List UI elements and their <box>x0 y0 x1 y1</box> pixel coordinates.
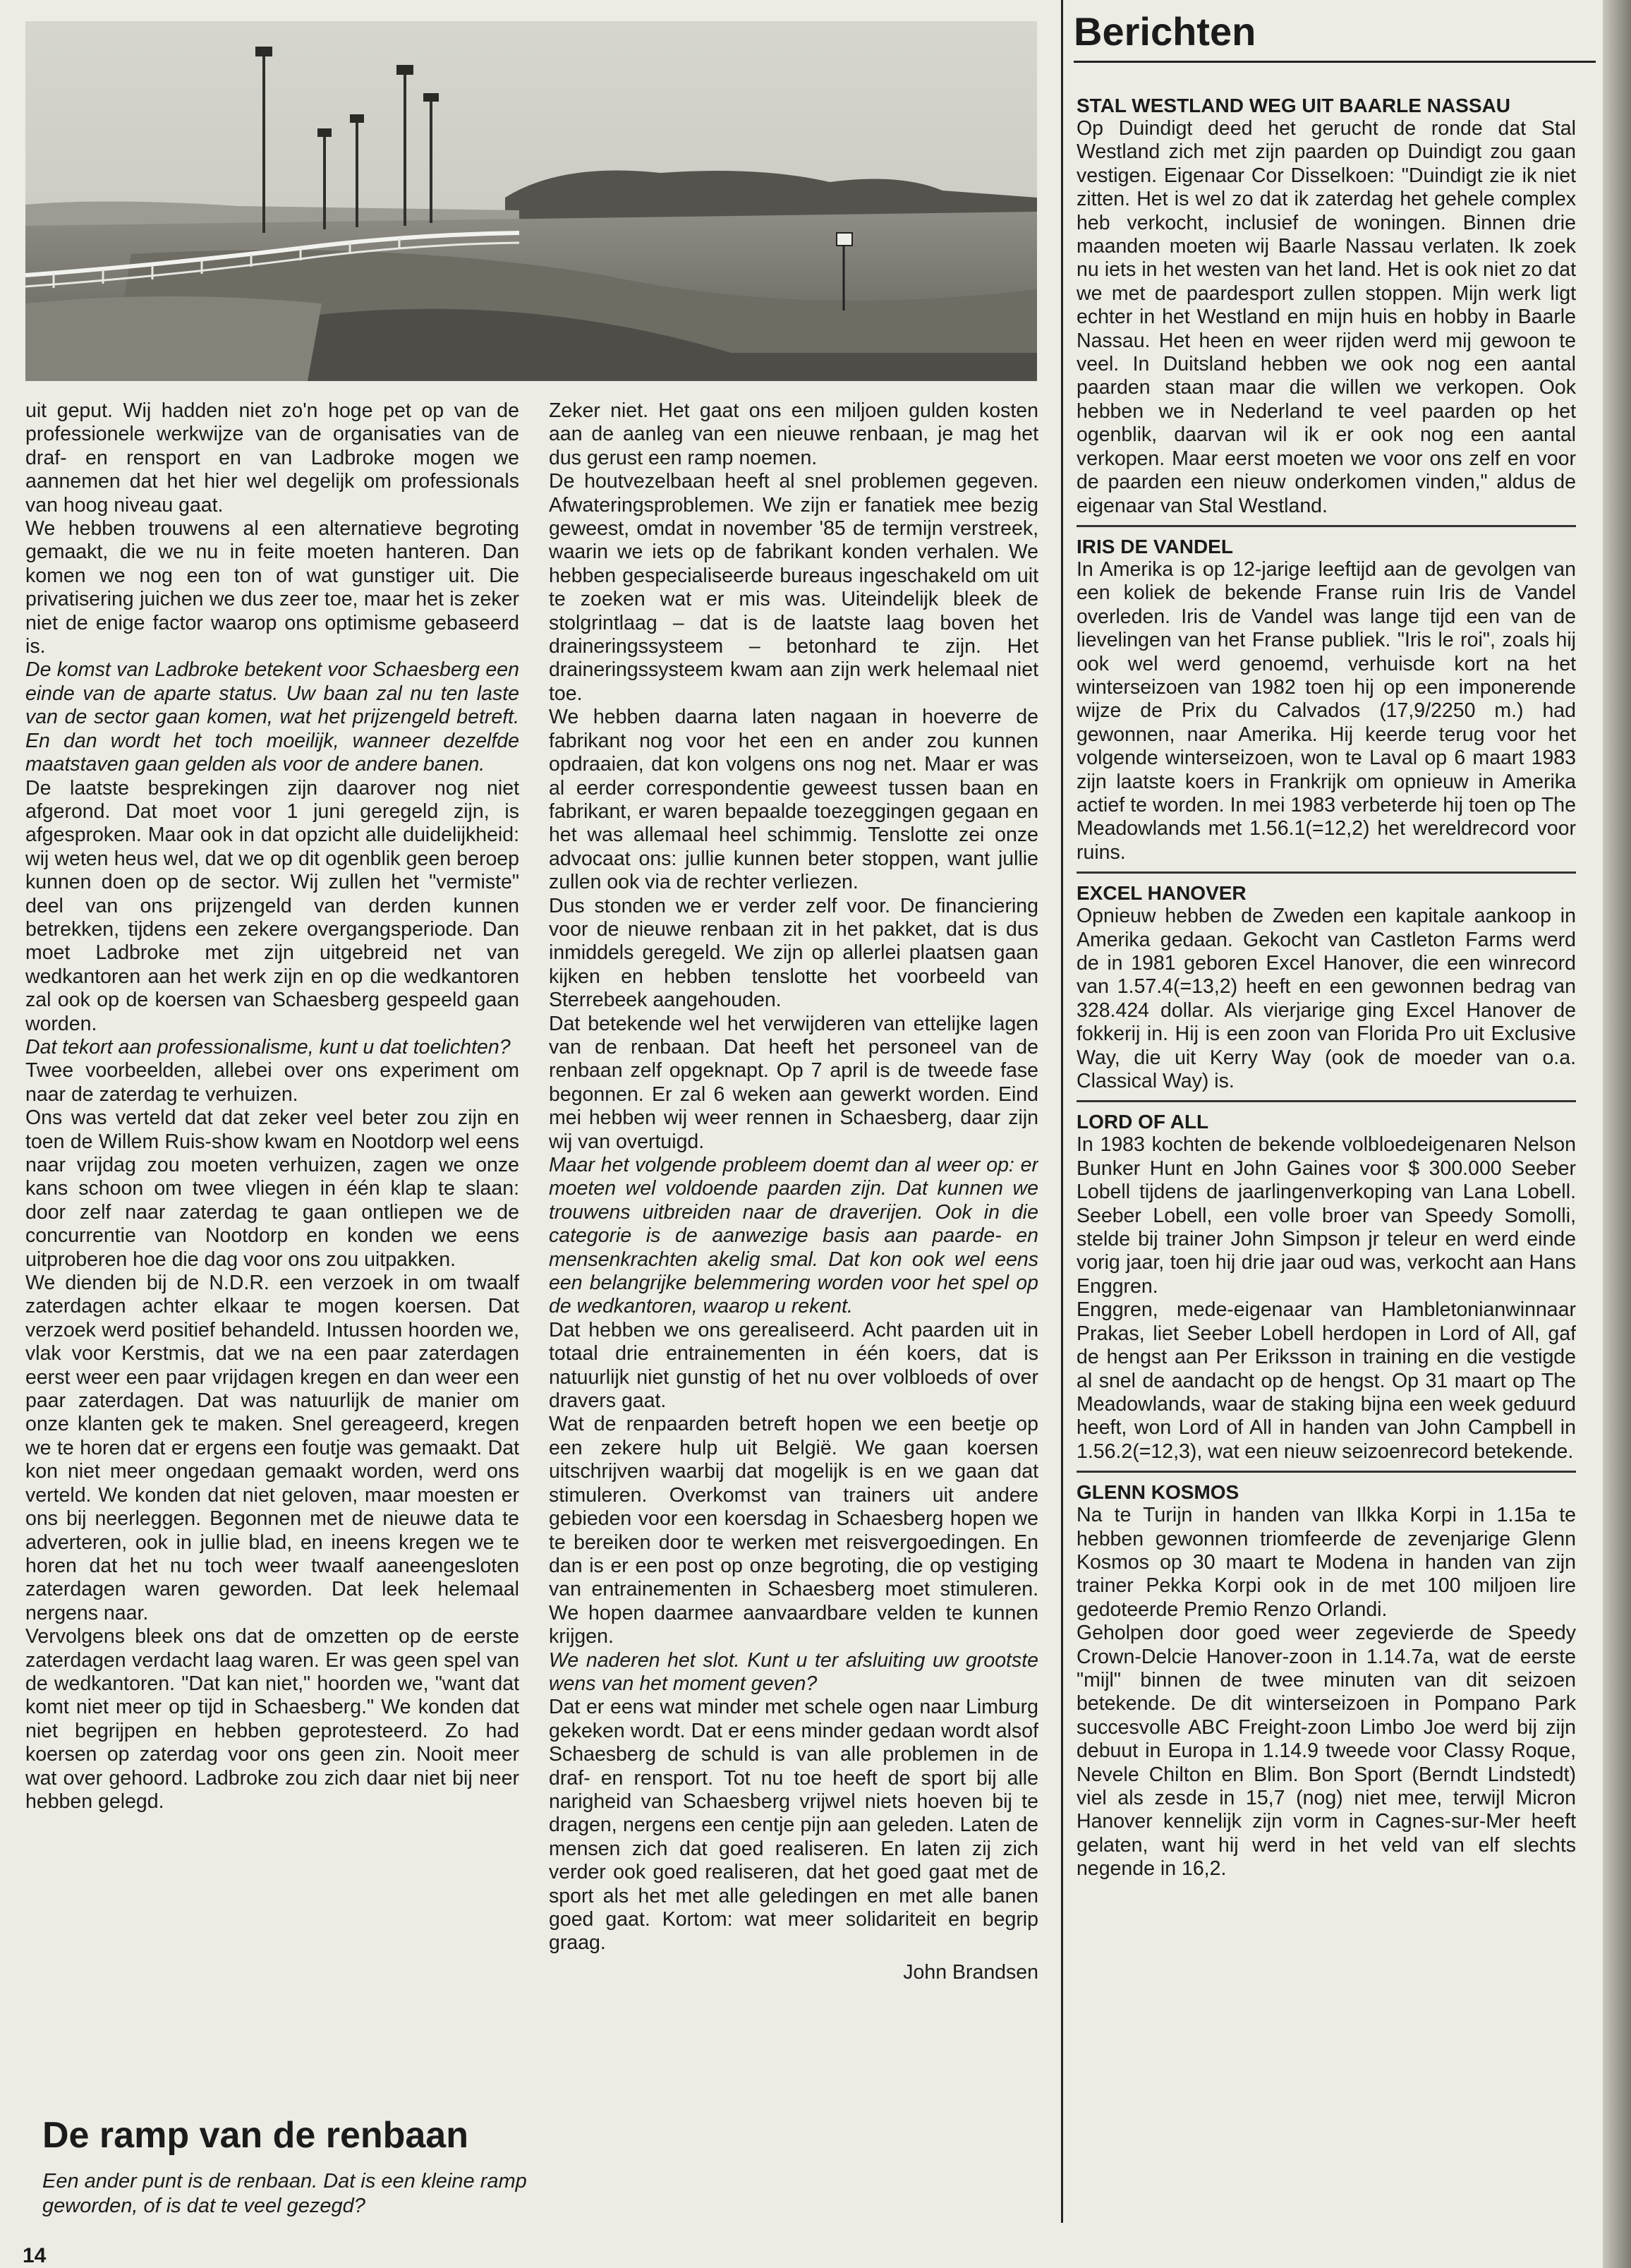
article-column-1 <box>25 399 519 2077</box>
news-heading: STAL WESTLAND WEG UIT BAARLE NASSAU <box>1077 95 1510 116</box>
page-number: 14 <box>23 2244 47 2267</box>
article-paragraph: We hebben trouwens al een alternatieve begroting gemaakt, die we nu in feite moeten hanteren. Dan komen we nog een ton of wat gunstiger uit. Die privatisering juichen we dus zeer toe, maar het is zeker niet de enige factor waarop ons optimisme gebaseerd is. <box>25 517 519 658</box>
article-paragraph: Dus stonden we er verder zelf voor. De financiering voor de nieuwe renbaan zit in het pakket, dat is dus inmiddels geregeld. We zijn op allerlei plaatsen gaan kijken en hebben tenslotte het voorbeeld van Sterrebeek aangehouden. <box>549 894 1038 1012</box>
article-paragraph: We hebben daarna laten nagaan in hoeverre de fabrikant nog voor het een en ander zou kunnen opdraaien, dat kon volgens ons nog net. Maar er was al eerder correspondentie geweest tussen baan en fabrikant, er waren bepaalde toezeggingen gegaan en het was allemaal heel schimmig. Tenslotte zei onze advocaat ons: jullie kunnen beter stoppen, want jullie zullen ook via de rechter verliezen. <box>549 706 1038 894</box>
news-column <box>1077 95 1576 2212</box>
section-heading: De ramp van de renbaan <box>42 2115 468 2156</box>
news-heading: GLENN KOSMOS <box>1077 1481 1239 1504</box>
news-heading: IRIS DE VANDEL <box>1077 535 1233 557</box>
news-divider <box>1077 1471 1576 1473</box>
article-paragraph: Vervolgens bleek ons dat de omzetten op de eerste zaterdagen verdacht laag waren. Er was geen spel van de wedkantoren. "Dat kan niet," hoorden we, "want dat komt niet meer op tijd in Schaesberg." We konden dat niet begrijpen en hebben geprotesteerd. Zo had koersen op zaterdag voor ons geen zin. Nooit meer wat over gehoord. Ladbroke zou zich daar niet bij neer hebben gelegd. <box>25 1625 519 1813</box>
author-signature: John Brandsen <box>903 1960 1038 1984</box>
interview-question: De komst van Ladbroke betekent voor Schaesberg een einde van de aparte status. Uw baan zal nu ten laste van de sector gaan komen, wat het prijzengeld betreft. En dan wordt het toch moeilijk, wanneer dezelfde maatstaven gaan gelden als voor de andere banen. <box>25 658 519 776</box>
section-lead: Een ander punt is de renbaan. Dat is een kleine ramp geworden, of is dat te veel gezegd? <box>42 2170 527 2217</box>
news-divider <box>1077 525 1576 527</box>
article-column-2 <box>549 399 1038 2206</box>
sidebar-title: Berichten <box>1074 9 1256 54</box>
news-divider <box>1077 1100 1576 1102</box>
news-paragraph: Na te Turijn in handen van Ilkka Korpi in 1.15a te hebben gewonnen triomfeerde de zevenjarige Glenn Kosmos op 30 maart te Modena in handen van zijn trainer Pekka Korpi ook in de met 100 miljoen lire gedoteerde Premio Renzo Orlandi. <box>1077 1504 1576 1621</box>
interview-question: We naderen het slot. Kunt u ter afsluiting uw grootste wens van het moment geven? <box>549 1648 1038 1695</box>
interview-question: Maar het volgende probleem doemt dan al weer op: er moeten wel voldoende paarden zijn. Dat kunnen we trouwens uitbreiden naar de draverijen. Ook in die categorie is de aanwezige basis aan paarde- en mensenkrachten akelig smal. Dat kon ook wel eens een belangrijke belemmering worden voor het spel op de wedkantoren, waarop u rekent. <box>549 1154 1038 1318</box>
sidebar-title-rule <box>1074 61 1596 63</box>
article-paragraph: uit geput. Wij hadden niet zo'n hoge pet op van de professionele werkwijze van de organisaties van de draf- en rensport en van Ladbroke mogen we aannemen dat het hier wel degelijk om professionals van hoog niveau gaat. <box>25 399 519 517</box>
news-heading: LORD OF ALL <box>1077 1111 1209 1133</box>
news-paragraph: Geholpen door goed weer zegevierde de Speedy Crown-Delcie Hanover-zoon in 1.14.7a, wat de eerste "mijl" binnen de twee minuten van dit seizoen betekende. De dit winterseizoen in Pompano Park succesvolle ABC Freight-zoon Limbo Joe werd bij zijn debuut in Europa in 1.14.9 tweede voor Classy Roque, Nevele Chilton en Blim. Bon Sport (Berndt Lindstedt) viel als zesde in 15,7 (nog) niet mee, terwijl Micron Hanover kennelijk zijn vorm in Cagnes-sur-Mer heeft gelaten, want hij werd in het veld van elf slechts negende in 16,2. <box>1077 1622 1576 1881</box>
news-divider <box>1077 871 1576 874</box>
article-paragraph: Ons was verteld dat dat zeker veel beter zou zijn en toen de Willem Ruis-show kwam en Nootdorp wel eens naar vrijdag zou moeten verhuizen, zagen we onze kans schoon om twee vliegen in één klap te slaan: door zelf naar zaterdag te gaan ontliepen we de concurrentie van Nootdorp en konden we eens uitproberen hoe die dag voor ons zou uitpakken. <box>25 1106 519 1271</box>
news-paragraph: Op Duindigt deed het gerucht de ronde dat Stal Westland zich met zijn paarden op Duindigt zou gaan vestigen. Eigenaar Cor Disselkoen: "Duindigt zie ik niet zitten. Het is wel zo dat ik zaterdag het gehele complex heb verkocht, inclusief de woningen. Binnen drie maanden moeten wij Baarle Nassau verlaten. Ik zoek nu iets in het westen van het land. Het is ook niet zo dat we met de paardesport zullen stoppen. Mijn werk ligt echter in het Westland en mijn huis en hobby in Baarle Nassau. Het heen en weer rijden werd mij gewoon te veel. In Duitsland hebben we ook nog een aantal paarden staan maar die willen we verkopen. Ook hebben we in Nederland te veel paarden op het ogenblik, daarvan wil ik er ook nog een aantal verkopen. Maar eerst moeten we voor ons zelf en voor de paarden een nieuw onderkomen vinden," aldus de eigenaar van Stal Westland. <box>1077 117 1576 517</box>
article-paragraph: De houtvezelbaan heeft al snel problemen gegeven. Afwateringsproblemen. We zijn er fanatiek mee bezig geweest, omdat in november '85 de termijn verstreek, waarin we iets op de fabrikant konden verhalen. We hebben gespecialiseerde bureaus ingeschakeld om uit te zoeken wat er mis was. Uiteindelijk bleek de stolgrintlaag – dat is de laatste laag boven het draineringssysteem – betonhard te zijn. Het draineringssysteem kwam aan zijn werk helemaal niet toe. <box>549 470 1038 705</box>
article-paragraph: Twee voorbeelden, allebei over ons experiment om naar de zaterdag te verhuizen. <box>25 1059 519 1106</box>
article-paragraph: De laatste besprekingen zijn daarover nog niet afgerond. Dat moet voor 1 juni geregeld zijn, is afgesproken. Maar ook in dat opzicht alle duidelijkheid: wij weten heus wel, dat we op dit ogenblik geen beroep kunnen doen op de sector. Wij zullen het "vermiste" deel van ons prijzengeld van derden kunnen betrekken, tijdens een zekere overgangsperiode. Dan moet Ladbroke met zijn uitgebreid net van wedkantoren aan het werk zijn en op die wedkantoren zal ook op de koersen van Schaesberg gespeeld gaan worden. <box>25 776 519 1035</box>
article-paragraph: Wat de renpaarden betreft hopen we een beetje op een zekere hulp uit België. We gaan koersen uitschrijven waarbij dat mogelijk is en we gaan dat stimuleren. Overkomst van trainers uit andere gebieden voor een koersdag in Schaesberg hopen we te bereiken door te werken met reisvergoedingen. En dan is er een post op onze begroting, die op vestiging van entrainementen in Schaesberg moet stimuleren. We hopen daarmee aanvaardbare velden te kunnen krijgen. <box>549 1413 1038 1648</box>
article-paragraph: We dienden bij de N.D.R. een verzoek in om twaalf zaterdagen achter elkaar te mogen koersen. Dat verzoek werd positief behandeld. Intussen hoorden we, vlak voor Kerstmis, dat we na een paar zaterdagen eerst weer een paar vrijdagen kregen en dan weer een paar zaterdagen. Dat was natuurlijk de manier om onze klanten gek te maken. Snel gereageerd, kregen we te horen dat er ergens een foutje was gemaakt. Dat kon niet meer ongedaan gemaakt worden, werd ons verteld. We konden dat niet geloven, maar moesten er ons bij neerleggen. Begonnen met de nieuwe data te adverteren, ook in jullie blad, en ineens kregen we te horen dat het nu toch weer twaalf aaneengesloten zaterdagen waren geworden. Dat leek helemaal nergens naar. <box>25 1272 519 1624</box>
article-paragraph: Zeker niet. Het gaat ons een miljoen gulden kosten aan de aanleg van een nieuwe renbaan, je mag het dus gerust een ramp noemen. <box>549 399 1038 469</box>
news-paragraph: Opnieuw hebben de Zweden een kapitale aankoop in Amerika gedaan. Gekocht van Castleton Farms werd de in 1981 geboren Excel Hanover, die een winrecord van 1.57.4(=13,2) heeft en een gewonnen bedrag van 328.424 dollar. Als vierjarige ging Excel Hanover de fokkerij in. Hij is een zoon van Florida Pro uit Exclusive Way, die uit Kerry Way (ook de moeder van o.a. Classical Way) is. <box>1077 905 1576 1093</box>
news-paragraph: In Amerika is op 12-jarige leeftijd aan de gevolgen van een koliek de bekende Franse ruin Iris de Vandel overleden. Iris de Vandel was lange tijd een van de lievelingen van het Franse publiek. "Iris le roi", zoals hij ook wel werd genoemd, verhuisde kort na het winterseizoen van 1982 toen hij op een imponerende wijze de Prix du Calvados (17,9/2250 m.) had gewonnen, naar Amerika. Hij keerde terug voor het volgende winterseizoen, won te Laval op 6 maart 1983 zijn laatste koers in Frankrijk om opnieuw in Amerika actief te worden. In mei 1983 verbeterde hij toen op The Meadowlands met 1.56.1(=12,2) het wereldrecord voor ruins. <box>1077 557 1576 864</box>
article-paragraph: Dat hebben we ons gerealiseerd. Acht paarden uit in totaal drie entrainementen in één koers, dat is natuurlijk niet gunstig of het nu over volbloeds of over dravers gaat. <box>549 1318 1038 1413</box>
page-edge-shadow <box>1603 0 1631 2268</box>
article-paragraph: Dat er eens wat minder met schele ogen naar Limburg gekeken wordt. Dat er eens minder gedaan wordt alsof Schaesberg de schuld is van alle problemen in de draf- en rensport. Tot nu toe heeft de sport bij alle narigheid van Schaesberg vrijwel niets hoeven bij te dragen, nergens een centje pijn aan geleden. Laten de mensen zich dat goed realiseren. En laten zij zich verder ook goed realiseren, dat het goed gaat met de sport als het met alle geledingen en met alle banen goed gaat. Kortom: wat meer solidariteit en begrip graag. <box>549 1696 1038 1955</box>
racetrack-photo <box>25 21 1037 381</box>
news-paragraph: In 1983 kochten de bekende volbloedeigenaren Nelson Bunker Hunt en John Gaines voor $ 300.000 Seeber Lobell tijdens de jaarlingenverkoping van Lana Lobell. Seeber Lobell, een volle broer van Speedy Somolli, stelde bij trainer John Simpson jr teleur en werd einde vorig jaar, toen hij drie jaar oud was, verkocht aan Hans Enggren. <box>1077 1133 1576 1298</box>
news-paragraph: Enggren, mede-eigenaar van Hambletonianwinnaar Prakas, liet Seeber Lobell herdopen in Lord of All, gaf de hengst aan Per Eriksson in training en die vestigde al snel de aandacht op de hengst. Op 31 maart op The Meadowlands, waar de staking bijna een week geduurd heeft, won Lord of All in handen van John Campbell in 1.56.2(=12,3), wat een nieuw seizoenrecord betekende. <box>1077 1298 1576 1463</box>
sidebar-divider <box>1061 0 1063 2223</box>
interview-question: Dat tekort aan professionalisme, kunt u dat toelichten? <box>25 1035 511 1058</box>
news-heading: EXCEL HANOVER <box>1077 882 1247 905</box>
article-paragraph: Dat betekende wel het verwijderen van ettelijke lagen van de renbaan. Dat heeft het personeel van de renbaan zelf opgeknapt. Op 7 april is de tweede fase begonnen. Er zal 6 weken aan gewerkt worden. Eind mei hebben wij weer rennen in Schaesberg, daar zijn wij van overtuigd. <box>549 1012 1038 1153</box>
